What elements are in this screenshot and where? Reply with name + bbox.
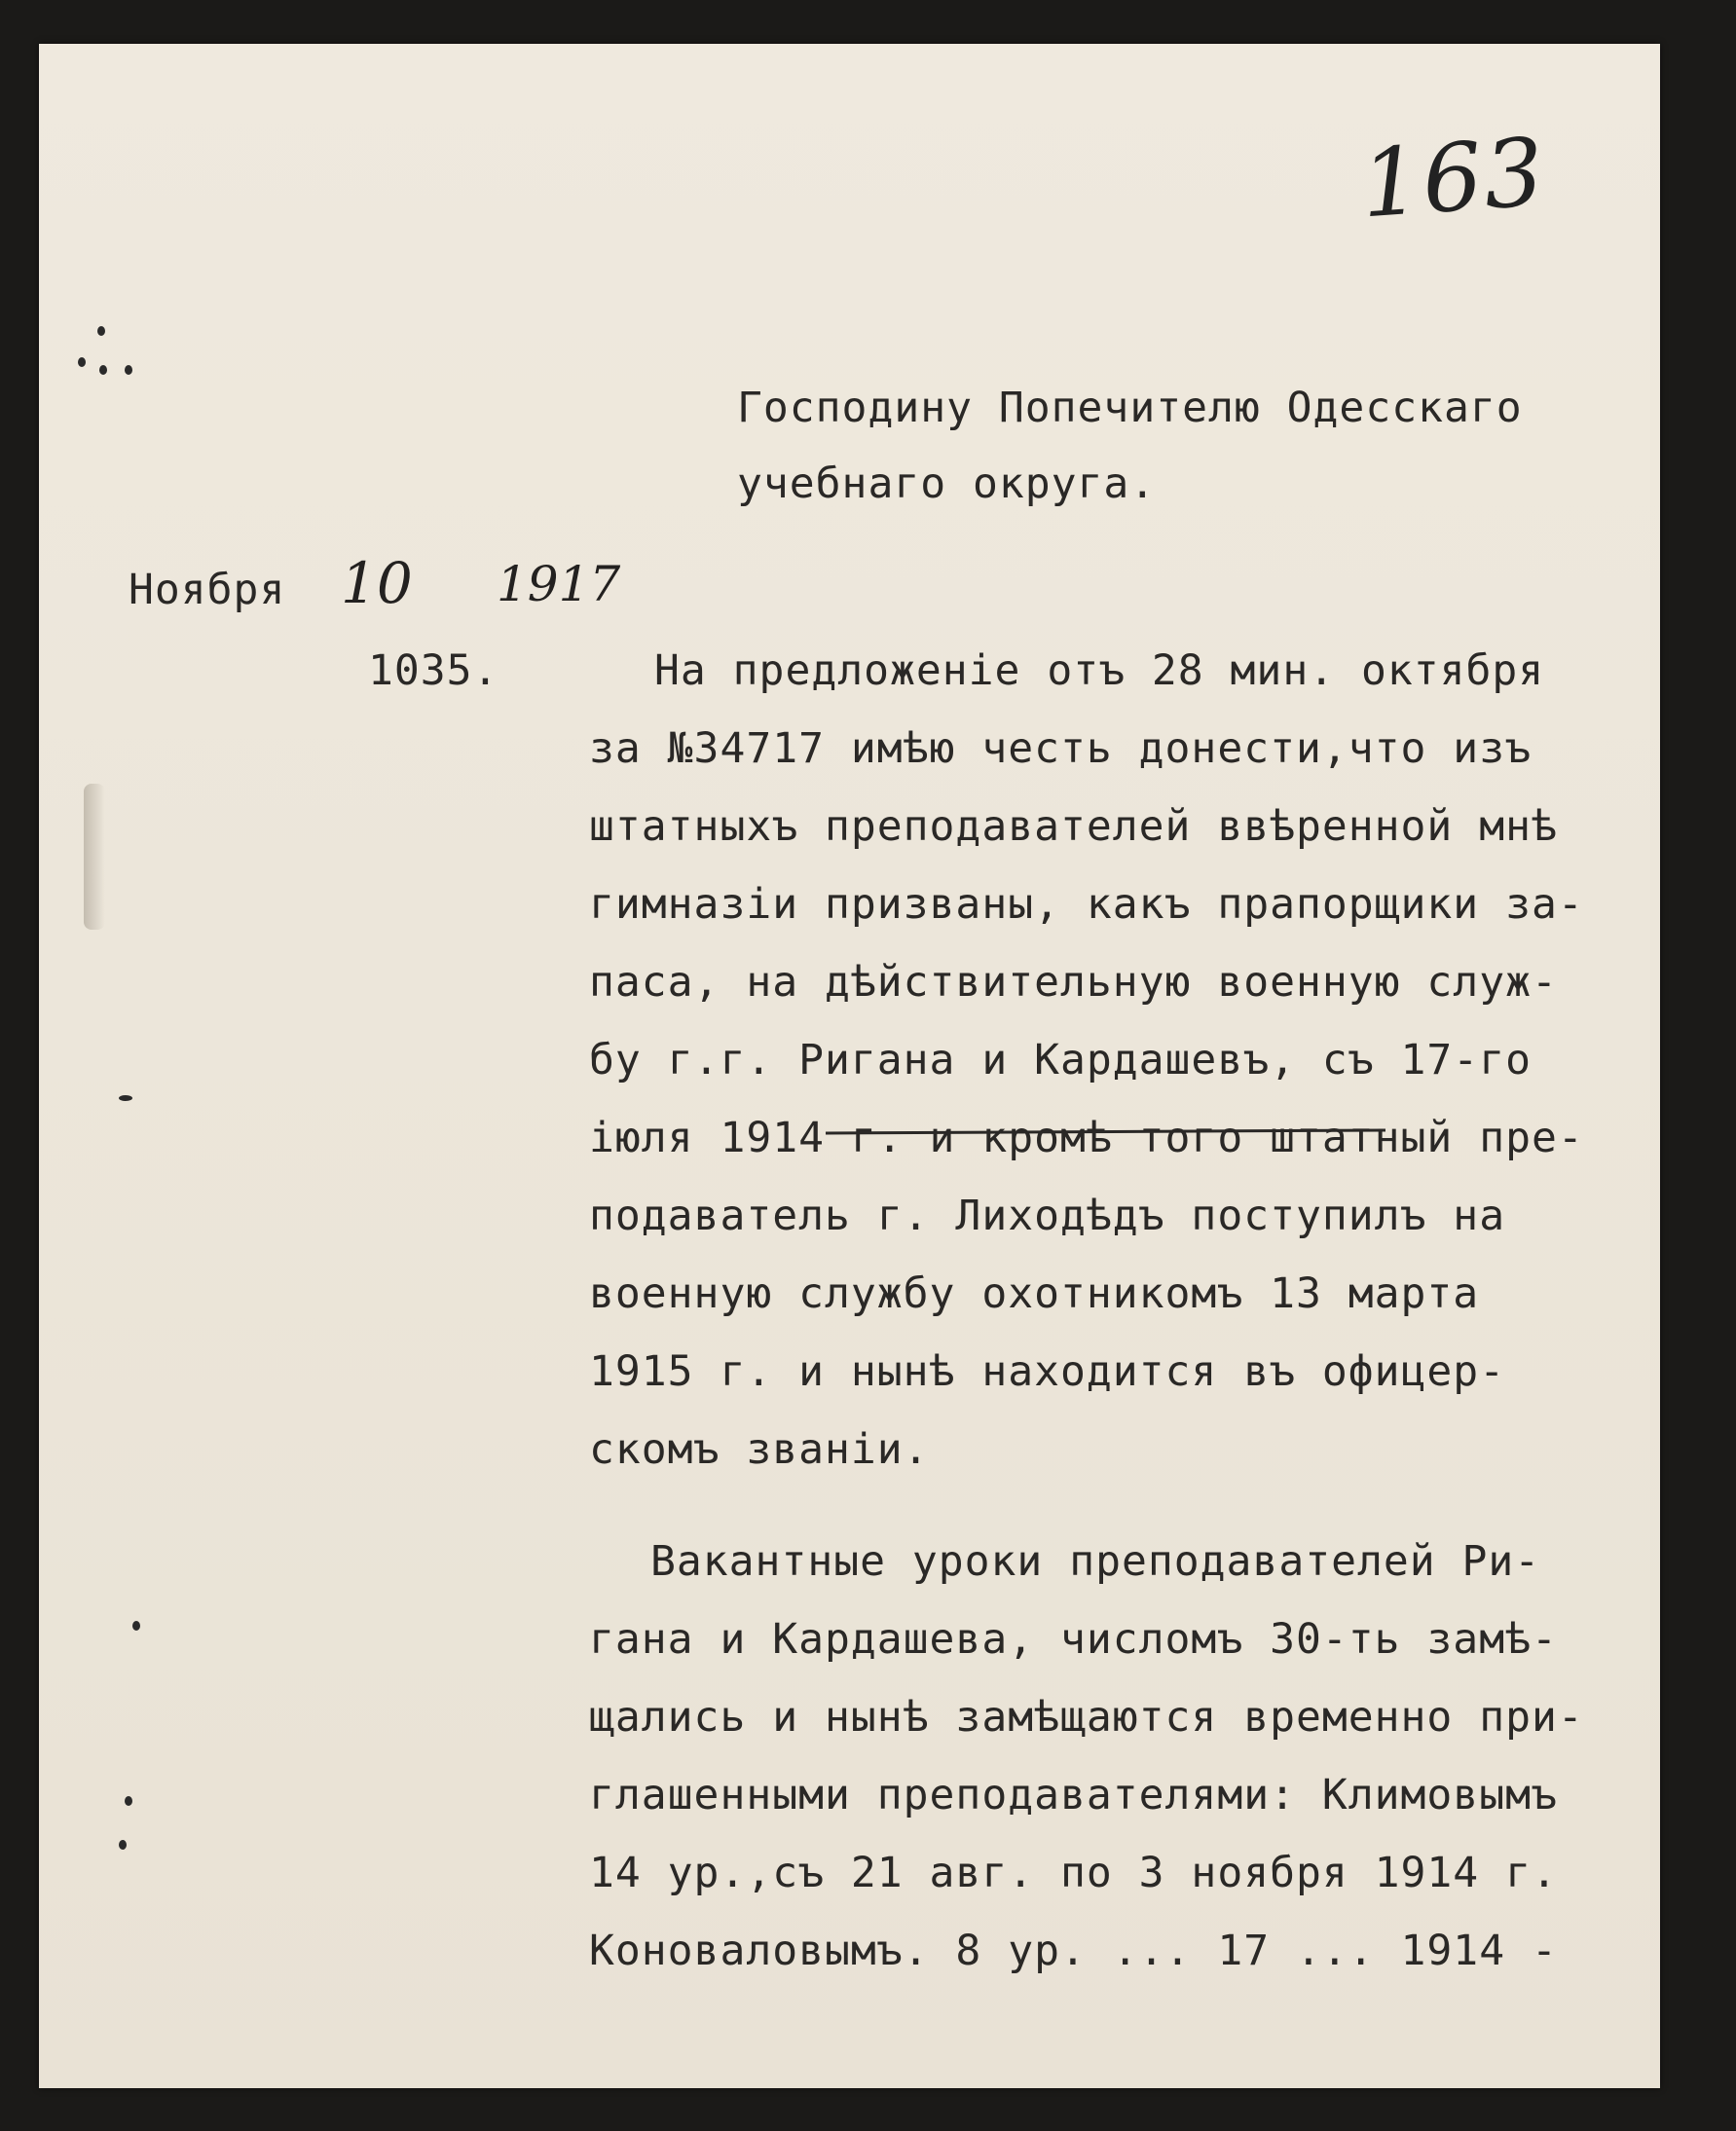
body-line: 1915 г. и нынѣ находится въ офицер- [589,1347,1506,1396]
body-line: паса, на дѣйствительную военную служ- [589,958,1558,1007]
body-line: щались и нынѣ замѣщаются временно при- [589,1693,1584,1742]
addressee-line-2: учебнаго округа. [737,459,1157,508]
body-line: скомъ званiи. [589,1425,930,1474]
edge-speck [119,1840,127,1850]
edge-speck [99,365,107,375]
date-year-handwritten: 1917 [497,556,621,612]
body-line: гимназiи призваны, какъ прапорщики за- [589,880,1584,929]
edge-speck [125,1796,132,1806]
body-line: штатныхъ преподавателей ввѣренной мнѣ [589,802,1558,851]
body-line: 14 ур.,съ 21 авг. по 3 ноября 1914 г. [589,1849,1558,1897]
outgoing-number: 1035. [368,646,499,695]
archive-folio-number: 163 [1357,117,1549,239]
date-day-handwritten: 10 [341,550,413,616]
body-line: за №34717 имѣю честь донести,что изъ [589,724,1532,773]
edge-speck [125,365,132,375]
body-line: глашенными преподавателями: Климовымъ [589,1771,1558,1819]
edge-speck [78,357,86,367]
date-month: Ноября [129,566,286,614]
document-page [39,44,1660,2088]
edge-speck [97,326,105,336]
body-line: iюля 1914 г. и кромѣ того штатный пре- [589,1114,1584,1162]
edge-speck [132,1621,140,1631]
body-line: Коноваловымъ. 8 ур. ... 17 ... 1914 - [589,1927,1558,1975]
addressee-line-1: Господину Попечителю Одесскаго [737,384,1523,432]
body-line: подаватель г. Лиходѣдъ поступилъ на [589,1192,1506,1240]
body-line: гана и Кардашева, числомъ 30-ть замѣ- [589,1615,1558,1664]
body-line: На предложенiе отъ 28 мин. октября [654,646,1545,695]
edge-speck [119,1095,132,1101]
body-line: Вакантные уроки преподавателей Ри- [650,1537,1541,1586]
body-line: военную службу охотникомъ 13 марта [589,1269,1480,1318]
body-line: бу г.г. Ригана и Кардашевъ, съ 17-го [589,1036,1532,1084]
binding-hole-mark [84,784,105,930]
